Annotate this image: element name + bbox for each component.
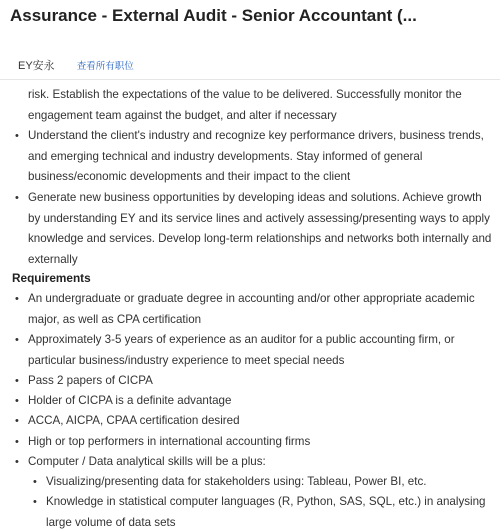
bullet-icon: •: [15, 436, 19, 448]
list-item: [12, 371, 497, 392]
sub-list-item: [30, 492, 500, 529]
list-item: [12, 289, 497, 330]
list-item-text: Generate new business opportunities by developing ideas and solutions. Achieve growth by understanding EY and its service lines and actively assessing/presenting ways to apply knowledge and services. Develop long-term relationships and networks both internally and externally: [28, 191, 492, 266]
list-item: [12, 126, 497, 188]
bullet-icon: •: [15, 375, 19, 387]
list-item: [12, 411, 497, 432]
job-header: [0, 0, 500, 80]
list-item-text: An undergraduate or graduate degree in accounting and/or other appropriate academic major, as well as CPA certification: [28, 292, 475, 326]
list-item: [12, 188, 497, 270]
bullet-icon: •: [33, 496, 37, 508]
bullet-icon: •: [15, 293, 19, 305]
bullet-icon: •: [33, 476, 37, 488]
list-item-text: ACCA, AICPA, CPAA certification desired: [28, 414, 240, 427]
view-all-jobs-link[interactable]: 查看所有职位: [76, 61, 134, 72]
list-item-text: Knowledge in statistical computer languages (R, Python, SAS, SQL, etc.) in analysing large volume of data sets: [46, 495, 486, 529]
list-item-text: Holder of CICPA is a definite advantage: [28, 394, 232, 407]
job-title: Assurance - External Audit - Senior Accountant (...: [10, 6, 417, 25]
list-item-text: Pass 2 papers of CICPA: [28, 374, 153, 387]
company-row: [18, 56, 134, 74]
list-item-text: High or top performers in international accounting firms: [28, 435, 311, 448]
job-description: [0, 80, 500, 529]
list-item: [12, 452, 497, 473]
list-item-text: Approximately 3-5 years of experience as an auditor for a public accounting firm, or particular business/industry experience to meet special needs: [28, 333, 455, 367]
requirements-heading: Requirements: [12, 271, 91, 285]
company-name: EY安永: [18, 60, 55, 72]
bullet-icon: •: [15, 334, 19, 346]
list-item-text: Visualizing/presenting data for stakeholders using: Tableau, Power BI, etc.: [46, 475, 427, 488]
list-item-text: Computer / Data analytical skills will be a plus:: [28, 455, 266, 468]
list-item-text: Understand the client's industry and recognize key performance drivers, business trends, and emerging technical and industry developments. Stay informed of general business/economic developments and their impact to the client: [28, 129, 484, 183]
sub-list-item: [30, 472, 500, 493]
list-item: [12, 432, 497, 453]
bullet-icon: •: [15, 415, 19, 427]
bullet-icon: •: [15, 192, 19, 204]
bullet-icon: •: [15, 130, 19, 142]
bullet-icon: •: [15, 456, 19, 468]
list-item: [12, 391, 497, 412]
list-item: [12, 330, 497, 371]
bullet-icon: •: [15, 395, 19, 407]
description-continuation: risk. Establish the expectations of the value to be delivered. Successfully monitor the engagement team against the budget, and alter if necessary: [28, 88, 462, 122]
